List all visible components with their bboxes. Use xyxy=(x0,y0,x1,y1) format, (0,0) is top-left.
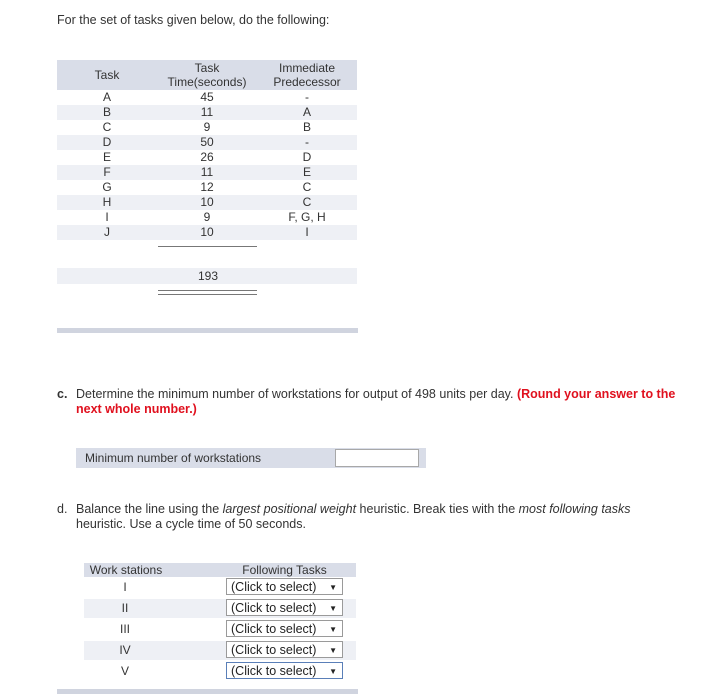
part-d-text-1: Balance the line using the xyxy=(76,502,223,516)
select-value: (Click to select) xyxy=(231,580,317,594)
time-cell: 45 xyxy=(200,90,214,104)
part-c-label: c. xyxy=(57,387,68,401)
part-d-text-2: heuristic. Break ties with the xyxy=(356,502,519,516)
time-cell: 10 xyxy=(200,195,214,209)
task-table-header xyxy=(57,60,357,90)
select-value: (Click to select) xyxy=(231,601,317,615)
task-cell: F xyxy=(103,165,111,179)
part-c-rounding-note: (Round your answer to the next whole number.) xyxy=(76,387,676,416)
min-workstations-row xyxy=(76,448,426,468)
time-cell: 9 xyxy=(203,120,211,134)
chevron-down-icon: ▼ xyxy=(329,604,337,613)
table-row xyxy=(57,195,357,210)
total-time: 193 xyxy=(197,269,219,283)
part-d-question xyxy=(76,502,676,532)
time-cell: 26 xyxy=(200,150,214,164)
predecessor-cell: A xyxy=(302,105,311,119)
chevron-down-icon: ▼ xyxy=(329,646,337,655)
predecessor-cell: D xyxy=(302,150,312,164)
following-tasks-select[interactable] xyxy=(226,662,343,679)
table-row xyxy=(57,210,357,225)
predecessor-cell: B xyxy=(302,120,311,134)
chevron-down-icon: ▼ xyxy=(329,667,337,676)
table-row xyxy=(57,135,357,150)
time-cell: 11 xyxy=(200,165,214,179)
header-following-tasks: Following Tasks xyxy=(242,563,327,577)
workstation-row xyxy=(84,578,356,597)
time-cell: 11 xyxy=(200,105,214,119)
min-workstations-label: Minimum number of workstations xyxy=(85,451,262,465)
predecessor-cell: F, G, H xyxy=(288,210,326,224)
task-cell: J xyxy=(104,225,110,239)
header-work-stations: Work stations xyxy=(89,563,163,577)
time-cell: 50 xyxy=(200,135,214,149)
following-tasks-select[interactable] xyxy=(226,578,343,595)
section-divider-bottom xyxy=(57,689,358,694)
table-row xyxy=(57,105,357,120)
task-cell: A xyxy=(102,90,111,104)
task-cell: E xyxy=(102,150,111,164)
predecessor-cell: I xyxy=(305,225,309,239)
part-d-italic-1: largest positional weight xyxy=(222,502,357,516)
select-value: (Click to select) xyxy=(231,622,317,636)
following-tasks-select[interactable] xyxy=(226,599,343,616)
workstation-number: III xyxy=(119,622,130,636)
task-cell: B xyxy=(102,105,111,119)
chevron-down-icon: ▼ xyxy=(329,625,337,634)
predecessor-cell: - xyxy=(305,90,309,104)
task-cell: C xyxy=(102,120,112,134)
following-tasks-select[interactable] xyxy=(226,641,343,658)
time-cell: 9 xyxy=(203,210,211,224)
header-task: Task xyxy=(94,68,120,82)
header-pred-line2: Predecessor xyxy=(273,75,341,89)
part-c-text-block xyxy=(76,387,686,417)
time-cell: 12 xyxy=(200,180,214,194)
table-row xyxy=(57,120,357,135)
workstation-row xyxy=(84,662,356,681)
workstation-row xyxy=(84,620,356,639)
table-row xyxy=(57,165,357,180)
header-time-line2: Time(seconds) xyxy=(167,75,247,89)
part-d-text-3: heuristic. Use a cycle time of 50 seconds. xyxy=(76,517,306,531)
workstation-number: V xyxy=(120,664,129,678)
header-time-line1: Task xyxy=(194,61,220,75)
table-row xyxy=(57,90,357,105)
workstation-row xyxy=(84,641,356,660)
following-tasks-select[interactable] xyxy=(226,620,343,637)
predecessor-cell: C xyxy=(302,180,312,194)
workstation-table-header xyxy=(84,563,356,577)
table-row xyxy=(57,180,357,195)
section-divider xyxy=(57,328,358,333)
chevron-down-icon: ▼ xyxy=(329,583,337,592)
min-workstations-input[interactable] xyxy=(335,449,419,467)
table-row xyxy=(57,225,357,240)
task-cell: D xyxy=(102,135,112,149)
total-double-underline-top xyxy=(158,290,257,291)
time-cell: 10 xyxy=(200,225,214,239)
predecessor-cell: - xyxy=(305,135,309,149)
workstation-number: II xyxy=(121,601,129,615)
workstation-row xyxy=(84,599,356,618)
intro-text: For the set of tasks given below, do the following: xyxy=(57,13,330,27)
task-cell: G xyxy=(102,180,112,194)
header-pred-line1: Immediate xyxy=(278,61,336,75)
task-cell: I xyxy=(105,210,109,224)
part-c-text: Determine the minimum number of workstations for output of 498 units per day. xyxy=(76,387,514,401)
total-double-underline-bottom xyxy=(158,294,257,295)
select-value: (Click to select) xyxy=(231,643,317,657)
part-d-label: d. xyxy=(57,502,68,516)
predecessor-cell: C xyxy=(302,195,312,209)
part-d-italic-2: most following tasks xyxy=(518,502,631,516)
workstation-number: I xyxy=(123,580,127,594)
predecessor-cell: E xyxy=(302,165,311,179)
task-cell: H xyxy=(102,195,112,209)
sum-underline xyxy=(158,246,257,247)
select-value: (Click to select) xyxy=(231,664,317,678)
table-row xyxy=(57,150,357,165)
workstation-number: IV xyxy=(119,643,131,657)
